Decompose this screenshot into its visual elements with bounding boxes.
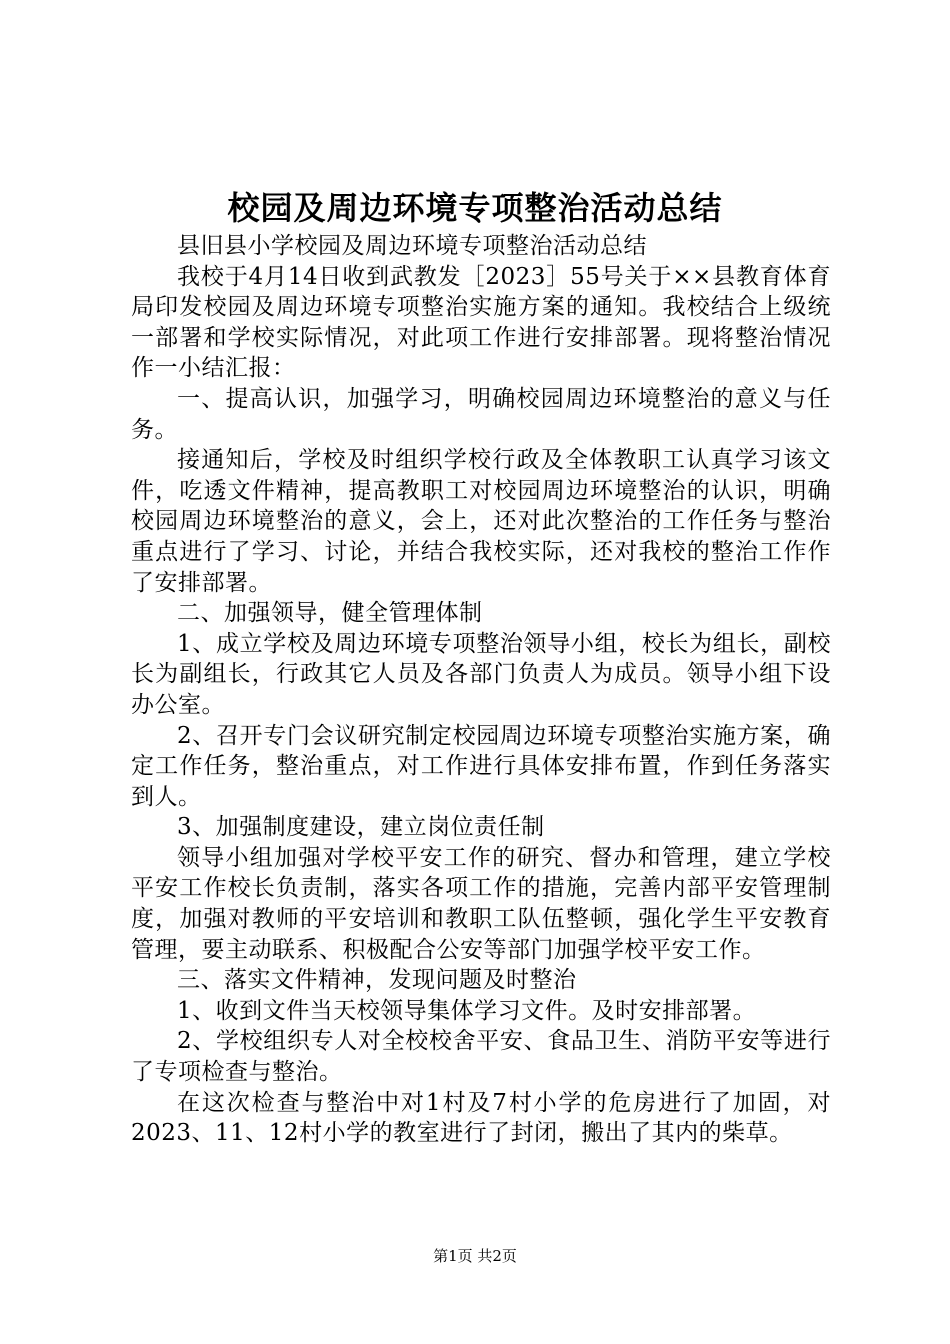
list-item-paragraph: 1、收到文件当天校领导集体学习文件。及时安排部署。 <box>177 997 757 1024</box>
section-heading-3: 三、落实文件精神，发现问题及时整治 <box>177 967 577 994</box>
intro-paragraph: 我校于4月14日收到武教发［2023］55号关于××县教育体育局印发校园及周边环境专项整治实施方案的通知。我校结合上级统一部署和学校实际情况，对此项工作进行安排部署。现将整治情况作一小结汇报： <box>131 263 831 382</box>
document-title: 校园及周边环境专项整治活动总结 <box>227 189 723 227</box>
list-item-paragraph: 2、召开专门会议研究制定校园周边环境专项整治实施方案，确定工作任务，整治重点，对工作进行具体安排布置，作到任务落实到人。 <box>131 722 831 810</box>
body-paragraph: 领导小组加强对学校平安工作的研究、督办和管理，建立学校平安工作校长负责制，落实各项工作的措施，完善内部平安管理制度，加强对教师的平安培训和教职工队伍整顿，强化学生平安教育管理，要主动联系、积极配合公安等部门加强学校平安工作。 <box>131 844 831 963</box>
document-body <box>131 231 831 1149</box>
list-item-paragraph: 3、加强制度建设，建立岗位责任制 <box>177 814 545 841</box>
section-heading-2: 二、加强领导，健全管理体制 <box>177 600 483 627</box>
page-number-footer: 第1页 共2页 <box>433 1247 517 1265</box>
section-heading-1: 一、提高认识，加强学习，明确校园周边环境整治的意义与任务。 <box>131 385 831 443</box>
body-paragraph: 在这次检查与整治中对1村及7村小学的危房进行了加固，对2023、11、12村小学的教室进行了封闭，搬出了其内的柴草。 <box>131 1089 831 1147</box>
list-item-paragraph: 1、成立学校及周边环境专项整治领导小组，校长为组长，副校长为副组长，行政其它人员及各部门负责人为成员。领导小组下设办公室。 <box>131 630 831 718</box>
list-item-paragraph: 2、学校组织专人对全校校舍平安、食品卫生、消防平安等进行了专项检查与整治。 <box>131 1028 831 1086</box>
body-paragraph: 接通知后，学校及时组织学校行政及全体教职工认真学习该文件，吃透文件精神，提高教职工对校园周边环境整治的认识，明确校园周边环境整治的意义，会上，还对此次整治的工作任务与整治重点进行了学习、讨论，并结合我校实际，还对我校的整治工作作了安排部署。 <box>131 447 831 596</box>
subtitle-paragraph: 县旧县小学校园及周边环境专项整治活动总结 <box>177 233 647 259</box>
